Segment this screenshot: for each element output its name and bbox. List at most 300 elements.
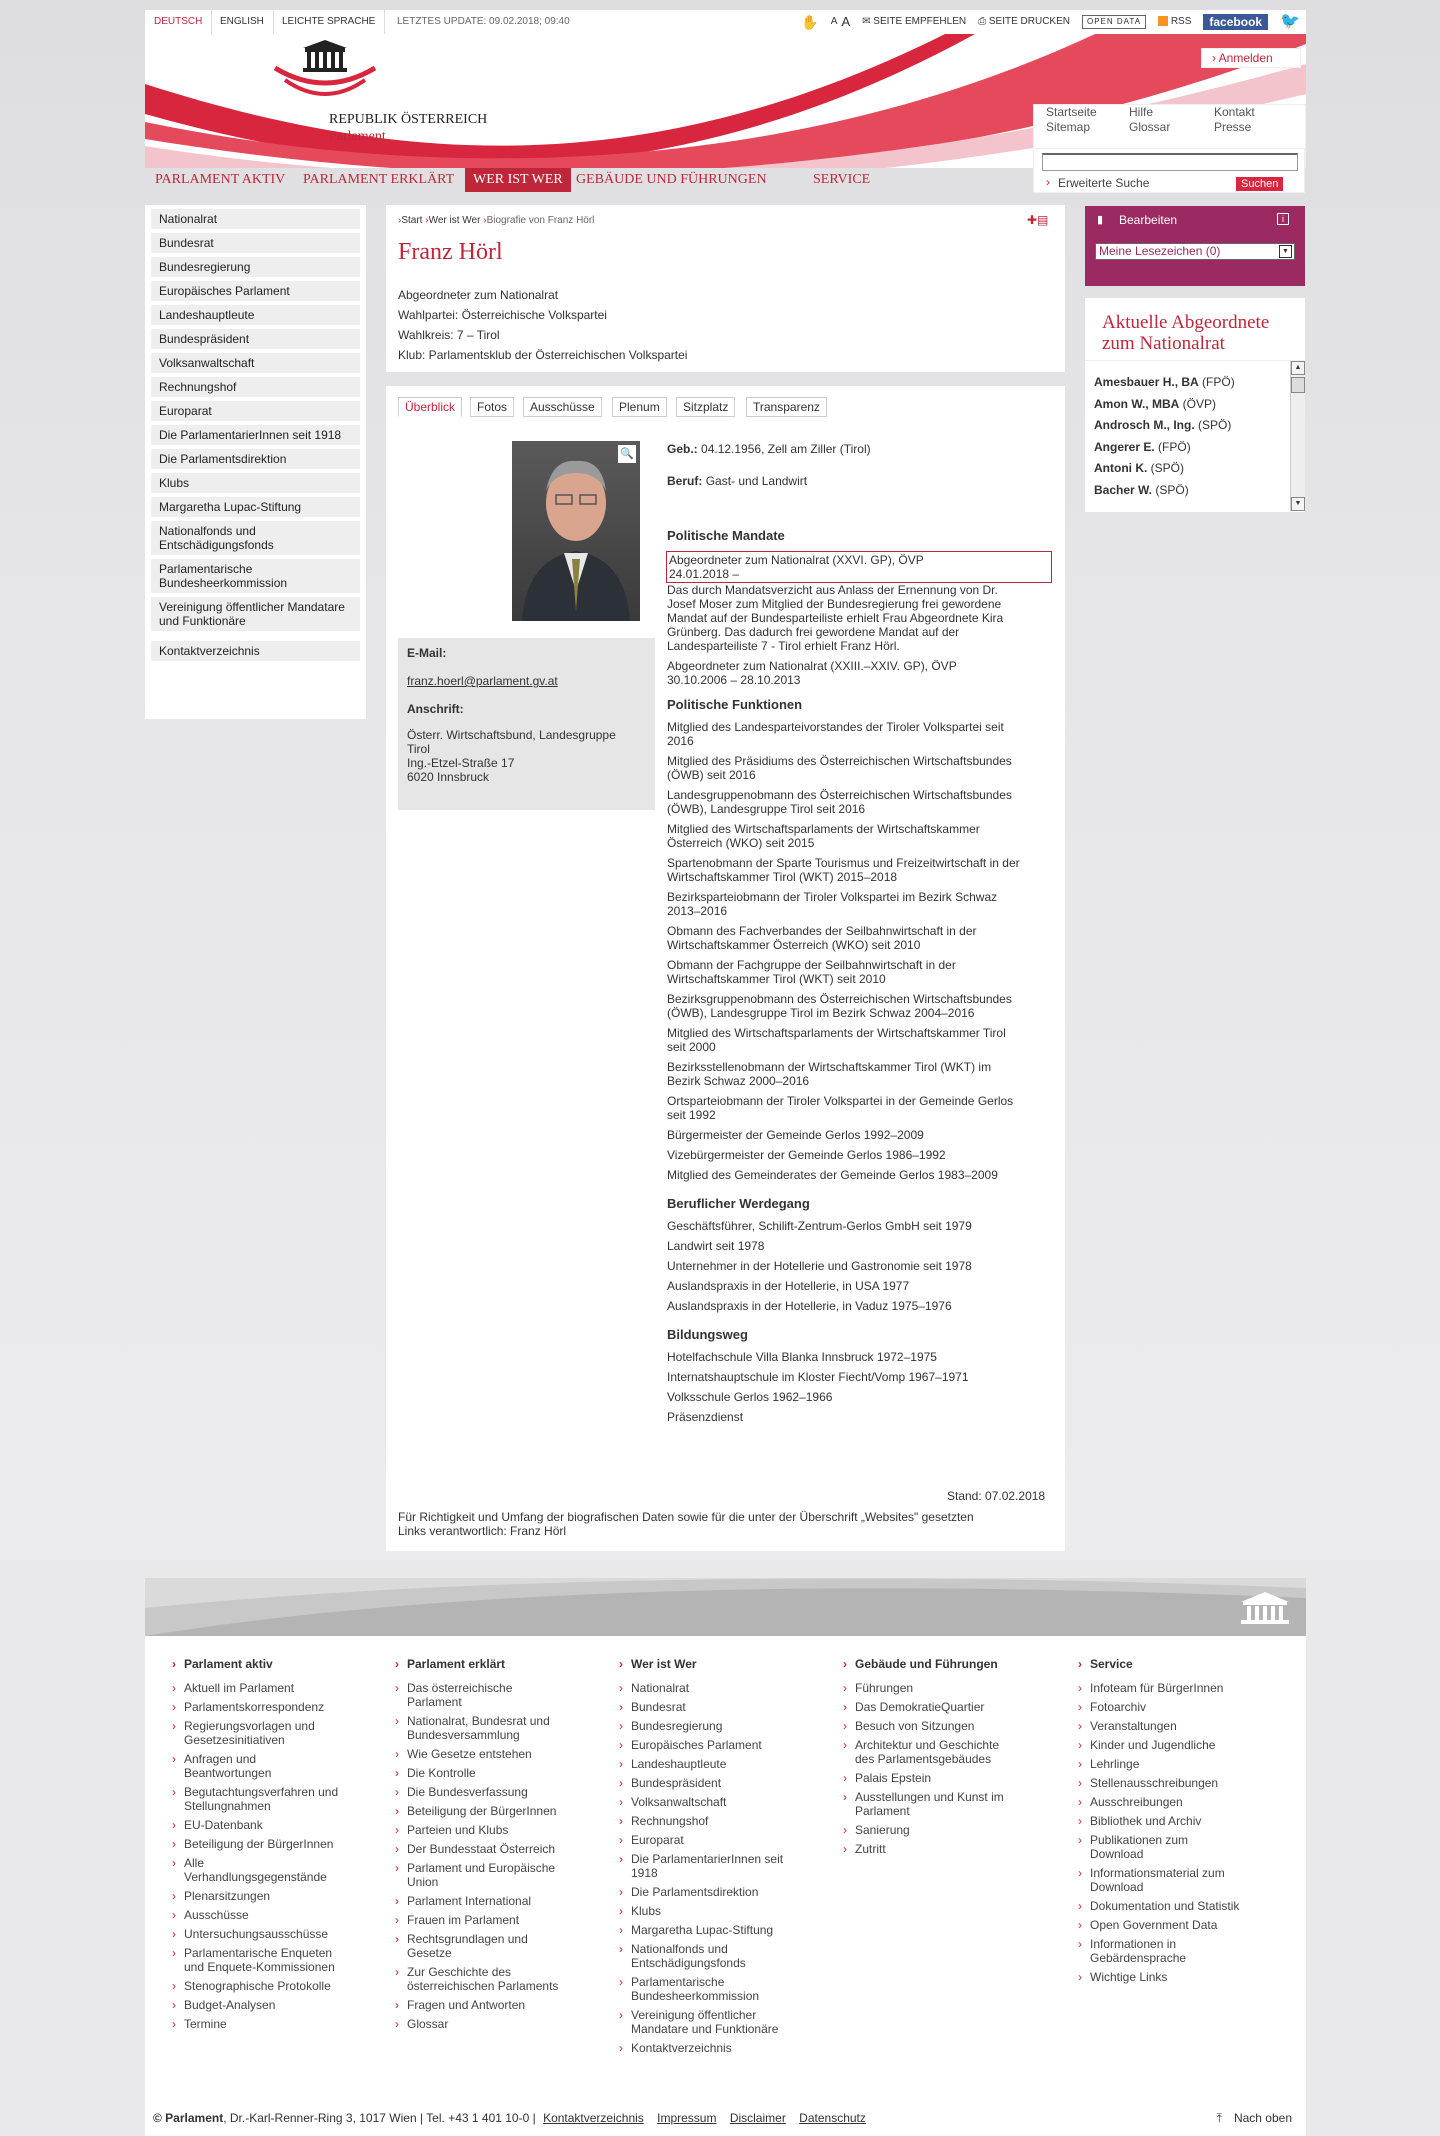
footer-link-line: › Die Parlamentsdirektion [631, 1885, 759, 1899]
footer-link[interactable] [619, 1776, 829, 1790]
sidebar-item-nationalrat[interactable]: Nationalrat [151, 209, 360, 229]
recommend-link[interactable] [862, 10, 966, 34]
sidebar-item-parlamentarische-bundesheerkommission[interactable]: Parlamentarische Bundesheerkommission [151, 559, 360, 593]
footer-link-line: Gesetzesinitiativen [184, 1733, 285, 1747]
footer-link[interactable] [395, 1842, 605, 1856]
email-link[interactable]: franz.hoerl@parlament.gv.at [407, 674, 558, 688]
funktion-item [667, 924, 1057, 952]
footer-link[interactable] [619, 1833, 829, 1847]
footer-link[interactable] [1078, 1700, 1288, 1714]
footer-column-wer-ist-wer [619, 1657, 829, 2060]
rss-icon [1158, 16, 1168, 26]
printer-icon: ⎙ [978, 16, 989, 27]
sidebar-item-margaretha-lupac-stiftung[interactable]: Margaretha Lupac-Stiftung [151, 497, 360, 517]
footer-link-line: › Parlamentarische Enqueten [184, 1946, 333, 1960]
funktion-line: Bürgermeister der Gemeinde Gerlos 1992–2009 [667, 1128, 924, 1142]
abgeordnete-item[interactable] [1094, 483, 1235, 497]
footer-link-line: › Open Government Data [1090, 1918, 1218, 1932]
footer-link-line: › Begutachtungsverfahren und [184, 1785, 339, 1799]
funktion-line: Wirtschaftskammer Österreich (WKO) seit 2010 [667, 938, 921, 952]
footer-link[interactable] [1078, 1738, 1288, 1752]
footer-link-line: › Margaretha Lupac-Stiftung [631, 1923, 774, 1937]
footer-link-line: › Vereinigung öffentlicher [631, 2008, 757, 2022]
footer-link-line: › Informationsmaterial zum [1090, 1866, 1225, 1880]
link-hilfe[interactable]: Hilfe [1129, 105, 1154, 119]
funktion-line: Mitglied des Wirtschaftsparlaments der Wirtschaftskammer Tirol [667, 1026, 1006, 1040]
footer-link-line: › EU-Datenbank [184, 1818, 263, 1832]
to-top[interactable] [1217, 2104, 1292, 2132]
birth-value: 04.12.1956, Zell am Ziller (Tirol) [701, 442, 871, 456]
footer-link-line: › Infoteam für BürgerInnen [1090, 1681, 1224, 1695]
tab-ausschuesse[interactable]: Ausschüsse [523, 397, 602, 417]
footer-link-line: Bundesheerkommission [631, 1989, 760, 2003]
footer-link[interactable] [1078, 1937, 1288, 1965]
mail-icon: ✉ [862, 16, 874, 27]
lang-english[interactable]: ENGLISH [211, 10, 274, 34]
footer-link[interactable] [1078, 1970, 1288, 1984]
sidebar-item-kontaktverzeichnis[interactable]: Kontaktverzeichnis [151, 641, 360, 661]
current-mandate [666, 551, 1052, 583]
footer-link[interactable] [1078, 1918, 1288, 1932]
sidebar-item-nationalfonds-und-entschadigungsfonds[interactable]: Nationalfonds und Entschädigungsfonds [151, 521, 360, 555]
funktion-line: Mitglied des Landesparteivorstandes der Tiroler Volkspartei seit [667, 720, 1004, 734]
search-button[interactable]: Suchen [1236, 177, 1283, 191]
footer-link-line: › Ausstellungen und Kunst im [855, 1790, 1004, 1804]
nav-parlament-erklaert[interactable]: PARLAMENT ERKLÄRT [303, 172, 455, 187]
breadcrumb-start[interactable]: Start [401, 215, 423, 226]
sign-language-icon[interactable]: ✋ [801, 14, 819, 30]
sidebar-item-europaisches-parlament[interactable]: Europäisches Parlament [151, 281, 360, 301]
parliament-logo[interactable] [265, 38, 488, 144]
current-mandate-date: 24.01.2018 – [669, 567, 740, 581]
sidebar-item-die-parlamentsdirektion[interactable]: Die Parlamentsdirektion [151, 449, 360, 469]
footer-link-line: › Parlament und Europäische [407, 1861, 556, 1875]
footer-link-datenschutz[interactable]: Datenschutz [799, 2111, 866, 2125]
top-bar [145, 10, 1306, 34]
funktion-line: (ÖWB), Landesgruppe Tirol im Bezirk Schwaz 2004–2016 [667, 1006, 975, 1020]
footer-link[interactable] [172, 1681, 382, 1695]
person-header-card [386, 205, 1065, 372]
footer-link-line: › Budget-Analysen [184, 1998, 276, 2012]
footer-link[interactable] [172, 1818, 382, 1832]
footer-heading[interactable]: › Parlament erklärt [395, 1657, 605, 1671]
footer-link[interactable] [843, 1719, 1053, 1733]
funktion-line: Spartenobmann der Sparte Tourismus und Freizeitwirtschaft in der [667, 856, 1020, 870]
footer-column-parlament-erklart [395, 1657, 605, 2036]
link-sitemap[interactable]: Sitemap [1046, 120, 1091, 134]
portrait-photo[interactable] [512, 441, 640, 621]
footer-link-impressum[interactable]: Impressum [657, 2111, 717, 2125]
footer-link-line: › Fotoarchiv [1090, 1700, 1147, 1714]
funktion-item [667, 992, 1057, 1020]
footer-link-disclaimer[interactable]: Disclaimer [729, 2111, 786, 2125]
login-box [1201, 48, 1301, 68]
footer-link-line: 1918 [631, 1866, 658, 1880]
funktion-item [667, 822, 1057, 850]
footer-link-line: › Rechtsgrundlagen und [407, 1932, 528, 1946]
logo-line1: REPUBLIK ÖSTERREICH [329, 112, 488, 127]
funktion-line: Bezirksgruppenobmann des Österreichischen Wirtschaftsbundes [667, 992, 1012, 1006]
footer-link-line: › Palais Epstein [855, 1771, 932, 1785]
abgeordnete-name: Bacher W. [1094, 482, 1153, 497]
link-presse[interactable]: Presse [1214, 120, 1252, 134]
funktion-item [667, 1060, 1057, 1088]
footer-link[interactable] [395, 1998, 605, 2012]
footer-heading[interactable]: › Service [1078, 1657, 1288, 1671]
footer-link-line: Bundesversammlung [407, 1728, 520, 1742]
funktion-line: Österreich (WKO) seit 2015 [667, 836, 815, 850]
funktion-line: seit 2000 [667, 1040, 716, 1054]
footer-link-line: › Publikationen zum [1090, 1833, 1189, 1847]
footer-link[interactable] [172, 2017, 382, 2031]
footer-link[interactable] [619, 1719, 829, 1733]
footer-link-line: und Enquete-Kommissionen [184, 1960, 335, 1974]
footer-link-line: › Der Bundesstaat Österreich [407, 1842, 556, 1856]
sidebar-item-vereinigung-offentlicher-mandatare-und-funktionare[interactable]: Vereinigung öffentlicher Mandatare und Funktionäre [151, 597, 360, 631]
footer-link[interactable] [172, 1785, 382, 1813]
footer-column-service [1078, 1657, 1288, 1989]
footer-link-line: › Stenographische Protokolle [184, 1979, 331, 1993]
edit-box [1085, 206, 1305, 286]
footer-link[interactable] [395, 1681, 605, 1709]
section-funktionen: Politische Funktionen [667, 697, 803, 712]
footer-link[interactable] [395, 1714, 605, 1742]
footer-link[interactable] [843, 1771, 1053, 1785]
footer-link-line: › Untersuchungsausschüsse [184, 1927, 329, 1941]
bildung-item: Präsenzdienst [667, 1410, 744, 1424]
nav-parlament-aktiv[interactable]: PARLAMENT AKTIV [155, 172, 286, 187]
werdegang-item: Unternehmer in der Hotellerie und Gastronomie seit 1978 [667, 1259, 972, 1273]
footer-link-line: › Nationalfonds und [631, 1942, 728, 1956]
footer-heading[interactable]: › Gebäude und Führungen [843, 1657, 1053, 1671]
footer-link-line: › Die Kontrolle [407, 1766, 476, 1780]
footer-link-line: Beantwortungen [184, 1766, 272, 1780]
nav-wer-ist-wer[interactable]: WER IST WER [465, 168, 571, 192]
info-club: Klub: Parlamentsklub der Österreichischen Volkspartei [398, 348, 688, 362]
breadcrumb-wer-ist-wer[interactable]: Wer ist Wer [428, 215, 481, 226]
logo-line2: Parlament [329, 129, 386, 144]
footer-link-line: Gebärdensprache [1090, 1951, 1187, 1965]
edit-icon: ▮ [1097, 214, 1104, 226]
footer-link[interactable] [619, 1852, 829, 1880]
funktion-item [667, 788, 1057, 816]
abgeordnete-item[interactable] [1094, 375, 1235, 389]
advanced-search-link[interactable]: Erweiterte Suche [1058, 176, 1150, 190]
footer-link-line: › Das österreichische [407, 1681, 513, 1695]
footer-link-line: › Parteien und Klubs [407, 1823, 509, 1837]
aktuelle-title [1102, 312, 1269, 354]
sidebar-item-klubs[interactable]: Klubs [151, 473, 360, 493]
footer-link-line: › Plenarsitzungen [184, 1889, 271, 1903]
funktion-line: Mitglied des Gemeinderates der Gemeinde Gerlos 1983–2009 [667, 1168, 998, 1182]
birth-label: Geb.: [667, 442, 698, 456]
footer-link[interactable] [172, 1700, 382, 1714]
info-role: Abgeordneter zum Nationalrat [398, 288, 559, 302]
zoom-icon[interactable]: 🔍 [618, 445, 636, 463]
abgeordnete-item[interactable] [1094, 418, 1235, 432]
footer-link-line: › Frauen im Parlament [407, 1913, 520, 1927]
contact-box [398, 638, 655, 810]
footer-link-line: Stellungnahmen [184, 1799, 271, 1813]
abgeordnete-party: (FPÖ) [1202, 375, 1235, 389]
footer-link[interactable] [172, 1837, 382, 1851]
footer-link[interactable] [1078, 1757, 1288, 1771]
lang-deutsch[interactable]: DEUTSCH [145, 10, 212, 34]
footer-link-line: Verhandlungsgegenstände [184, 1870, 327, 1884]
footer-link-line: › Zutritt [855, 1842, 886, 1856]
footer-link[interactable] [395, 1823, 605, 1837]
search-box [1033, 148, 1305, 193]
tab-ueberblick[interactable]: Überblick [398, 397, 462, 417]
footer-link-line: Download [1090, 1847, 1144, 1861]
info-district: Wahlkreis: 7 – Tirol [398, 328, 500, 342]
footer-link[interactable] [1078, 1866, 1288, 1894]
footer-link[interactable] [395, 1932, 605, 1960]
page-title: Franz Hörl [398, 239, 503, 265]
footer-link-line: › Europarat [631, 1833, 684, 1847]
link-glossar[interactable]: Glossar [1129, 120, 1171, 134]
footer-heading[interactable]: › Parlament aktiv [172, 1657, 382, 1671]
sidebar-item-rechnungshof[interactable]: Rechnungshof [151, 377, 360, 397]
footer-link[interactable] [619, 1757, 829, 1771]
mandate-note-line: Landesparteiliste 7 - Tirol erhielt Franz Hörl. [667, 639, 900, 653]
footer-link-line: › Parlamentarische [631, 1975, 725, 1989]
open-data-link[interactable]: OPEN DATA [1082, 15, 1146, 29]
tab-sitzplatz[interactable]: Sitzplatz [676, 397, 735, 417]
bookmarks-select[interactable] [1095, 243, 1295, 260]
mandate-note [667, 583, 1057, 653]
funktion-line: Obmann der Fachgruppe der Seilbahnwirtschaft in der [667, 958, 956, 972]
funktion-line: seit 1992 [667, 1108, 716, 1122]
footer-link[interactable] [619, 2041, 829, 2055]
footer-link[interactable] [395, 1965, 605, 1993]
tab-fotos[interactable]: Fotos [470, 397, 514, 417]
footer-link[interactable] [619, 1942, 829, 1970]
stand-date: Stand: 07.02.2018 [947, 1489, 1046, 1503]
footer-link[interactable] [395, 1785, 605, 1799]
abgeordnete-name: Amesbauer H., BA [1094, 375, 1199, 389]
email-label: E-Mail: [407, 646, 447, 660]
abgeordnete-item[interactable] [1094, 397, 1235, 411]
footer-link-line: Mandatare und Funktionäre [631, 2022, 779, 2036]
footer-link[interactable] [395, 1747, 605, 1761]
footer-link[interactable] [619, 1975, 829, 2003]
nav-gebaeude-fuehrungen[interactable]: GEBÄUDE UND FÜHRUNGEN [576, 172, 767, 187]
footer-link[interactable] [619, 1681, 829, 1695]
funktion-line: Obmann des Fachverbandes der Seilbahnwirtschaft in der [667, 924, 977, 938]
abgeordnete-item[interactable] [1094, 440, 1235, 454]
funktion-item [667, 958, 1057, 986]
footer-link-line: Gesetze [407, 1946, 452, 1960]
mandate-note-line: Mandat auf der Bundesparteiliste erhielt Frau Abgeordnete Kira [667, 611, 1004, 625]
add-bookmark-icon[interactable]: ✚▤ [1027, 213, 1049, 227]
abgeordnete-item[interactable] [1094, 461, 1235, 475]
funktion-line: (ÖWB) seit 2016 [667, 768, 756, 782]
footer-link[interactable] [395, 1913, 605, 1927]
footer-link-line: › Stellenausschreibungen [1090, 1776, 1219, 1790]
copyright-text: , Dr.-Karl-Renner-Ring 3, 1017 Wien | Tel. +43 1 401 10-0 | [223, 2111, 536, 2125]
footer-link-line: › Architektur und Geschichte [855, 1738, 1000, 1752]
footer-link-line: › Veranstaltungen [1090, 1719, 1177, 1733]
twitter-icon[interactable]: 🐦 [1280, 13, 1300, 30]
chevron-right-icon: › [1046, 175, 1050, 189]
werdegang-item: Auslandspraxis in der Hotellerie, in USA 1977 [667, 1279, 910, 1293]
funktion-item [667, 1148, 1057, 1162]
footer-link[interactable] [172, 1752, 382, 1780]
facebook-link[interactable]: facebook [1203, 14, 1268, 30]
nav-service[interactable]: SERVICE [813, 172, 871, 187]
bio-text [667, 442, 1057, 1430]
footer-link-line: › Glossar [407, 2017, 449, 2031]
footer-link-line: › Besuch von Sitzungen [855, 1719, 975, 1733]
scroll-thumb[interactable] [1291, 377, 1305, 393]
footer-link[interactable] [172, 1719, 382, 1747]
link-kontakt[interactable]: Kontakt [1214, 105, 1255, 119]
sidebar-item-landeshauptleute[interactable]: Landeshauptleute [151, 305, 360, 325]
footer-link[interactable] [1078, 1814, 1288, 1828]
funktion-line: Bezirk Schwaz 2000–2016 [667, 1074, 810, 1088]
footer-heading[interactable]: › Wer ist Wer [619, 1657, 829, 1671]
footer-link[interactable] [843, 1700, 1053, 1714]
footer-link[interactable] [619, 2008, 829, 2036]
footer-link[interactable] [395, 1804, 605, 1818]
bildung-item: Internatshauptschule im Kloster Fiecht/Vomp 1967–1971 [667, 1370, 969, 1384]
footer-link-line: › Rechnungshof [631, 1814, 709, 1828]
funktion-line: Landesgruppenobmann des Österreichischen Wirtschaftsbundes [667, 788, 1012, 802]
footer-link[interactable] [172, 1889, 382, 1903]
footer-link[interactable] [619, 1795, 829, 1809]
sidebar-item-bundesrat[interactable]: Bundesrat [151, 233, 360, 253]
funktion-line: Bezirksstellenobmann der Wirtschaftskammer Tirol (WKT) im [667, 1060, 992, 1074]
info-icon[interactable]: i [1277, 213, 1289, 225]
footer-link[interactable] [843, 1738, 1053, 1766]
scroll-up-icon[interactable]: ▲ [1291, 361, 1305, 375]
footer-link-kontakt[interactable]: Kontaktverzeichnis [543, 2111, 644, 2125]
footer-link[interactable] [395, 2017, 605, 2031]
scroll-down-icon[interactable]: ▼ [1291, 497, 1305, 511]
aktuelle-title-1: Aktuelle Abgeordnete [1102, 312, 1270, 333]
footer-link-line: › Ausschreibungen [1090, 1795, 1183, 1809]
funktion-line: 2013–2016 [667, 904, 728, 918]
sidebar-item-europarat[interactable]: Europarat [151, 401, 360, 421]
sidebar-item-bundesregierung[interactable]: Bundesregierung [151, 257, 360, 277]
abgeordnete-name: Amon W., MBA [1094, 396, 1180, 411]
abgeordnete-name: Angerer E. [1094, 439, 1155, 454]
footer-link[interactable] [1078, 1833, 1288, 1861]
footer-link-line: › Führungen [855, 1681, 914, 1695]
lang-leichte-sprache[interactable]: LEICHTE SPRACHE [273, 10, 385, 34]
footer-link[interactable] [395, 1894, 605, 1908]
abgeordnete-party: (SPÖ) [1150, 461, 1185, 476]
funktion-line: 2016 [667, 734, 694, 748]
footer-link-line: › Wichtige Links [1090, 1970, 1168, 1984]
footer-link[interactable] [172, 1946, 382, 1974]
footer-link[interactable] [395, 1861, 605, 1889]
portrait-figure [512, 441, 640, 621]
print-link[interactable] [978, 10, 1070, 34]
edit-label[interactable]: Bearbeiten [1119, 213, 1178, 227]
sidebar-item-die-parlamentarierinnen-seit-1918[interactable]: Die ParlamentarierInnen seit 1918 [151, 425, 360, 445]
footer-link[interactable] [1078, 1795, 1288, 1809]
login-link[interactable]: Anmelden [1218, 51, 1273, 65]
footer-link[interactable] [1078, 1776, 1288, 1790]
abgeordnete-name: Antoni K. [1094, 461, 1148, 476]
aktuelle-box [1085, 298, 1305, 512]
footer-link-line: › Dokumentation und Statistik [1090, 1899, 1240, 1913]
footer-link[interactable] [619, 1814, 829, 1828]
funktion-item [667, 1094, 1057, 1122]
footer-link[interactable] [619, 1885, 829, 1899]
scrollbar[interactable] [1290, 361, 1305, 511]
search-input[interactable] [1042, 153, 1298, 171]
footer-link[interactable] [843, 1842, 1053, 1856]
font-smaller-button[interactable]: A [830, 16, 838, 27]
footer-link[interactable] [172, 1908, 382, 1922]
address-line-1: Österr. Wirtschaftsbund, Landesgruppe [407, 728, 616, 742]
footer-link[interactable] [172, 1856, 382, 1884]
footer-link[interactable] [1078, 1899, 1288, 1913]
mandate-note-line: Josef Moser zum Mitglied der Bundesregierung frei gewordene [667, 597, 1002, 611]
footer-link[interactable] [172, 1927, 382, 1941]
footer-link[interactable] [619, 1738, 829, 1752]
footer-link[interactable] [619, 1700, 829, 1714]
funktion-line: Wirtschaftskammer Tirol (WKT) 2015–2018 [667, 870, 898, 884]
main-nav [145, 168, 1005, 192]
left-menu [145, 205, 366, 719]
footer-link[interactable] [1078, 1719, 1288, 1733]
font-larger-button[interactable]: A [841, 14, 851, 29]
footer-link-line: › Beteiligung der BürgerInnen [184, 1837, 334, 1851]
footer-link[interactable] [395, 1766, 605, 1780]
tab-transparenz[interactable]: Transparenz [746, 397, 827, 417]
sidebar-item-volksanwaltschaft[interactable]: Volksanwaltschaft [151, 353, 360, 373]
funktion-item [667, 754, 1057, 782]
current-mandate-title: Abgeordneter zum Nationalrat (XXVI. GP), ÖVP [669, 553, 924, 567]
parliament-building-icon [1235, 1588, 1295, 1628]
rss-link[interactable] [1158, 10, 1191, 34]
footer-column-parlament-aktiv [172, 1657, 382, 2036]
footer-link[interactable] [843, 1790, 1053, 1818]
footer-link-line: › Regierungsvorlagen und [184, 1719, 315, 1733]
rss-label: RSS [1170, 16, 1192, 27]
footer-link[interactable] [619, 1904, 829, 1918]
footer-link[interactable] [172, 1998, 382, 2012]
footer-link[interactable] [843, 1681, 1053, 1695]
tab-plenum[interactable]: Plenum [612, 397, 667, 417]
previous-mandate-title: Abgeordneter zum Nationalrat (XXIII.–XXIV. GP), ÖVP [667, 659, 957, 673]
footer-link[interactable] [843, 1823, 1053, 1837]
section-mandate: Politische Mandate [667, 528, 785, 543]
footer-link-line: › Zur Geschichte des [407, 1965, 512, 1979]
profession-label: Beruf: [667, 474, 703, 488]
last-update: LETZTES UPDATE: 09.02.2018; 09:40 [397, 16, 570, 27]
footer-link-line: › Parlament International [407, 1894, 532, 1908]
footer-link[interactable] [172, 1979, 382, 1993]
to-top-label: Nach oben [1233, 2111, 1292, 2125]
funktion-item [667, 720, 1057, 748]
footer-link-line: Entschädigungsfonds [631, 1956, 746, 1970]
footer-link[interactable] [619, 1923, 829, 1937]
footer-link[interactable] [1078, 1681, 1288, 1695]
footer-link-line: › Lehrlinge [1090, 1757, 1140, 1771]
footer-link-line: › Klubs [631, 1904, 662, 1918]
bildung-item: Hotelfachschule Villa Blanka Innsbruck 1972–1975 [667, 1350, 937, 1364]
sidebar-item-bundesprasident[interactable]: Bundespräsident [151, 329, 360, 349]
parliament-building-icon [265, 38, 385, 108]
link-startseite[interactable]: Startseite [1046, 105, 1097, 119]
abgeordnete-party: (SPÖ) [1198, 418, 1232, 433]
footer-link-line: › Aktuell im Parlament [184, 1681, 295, 1695]
